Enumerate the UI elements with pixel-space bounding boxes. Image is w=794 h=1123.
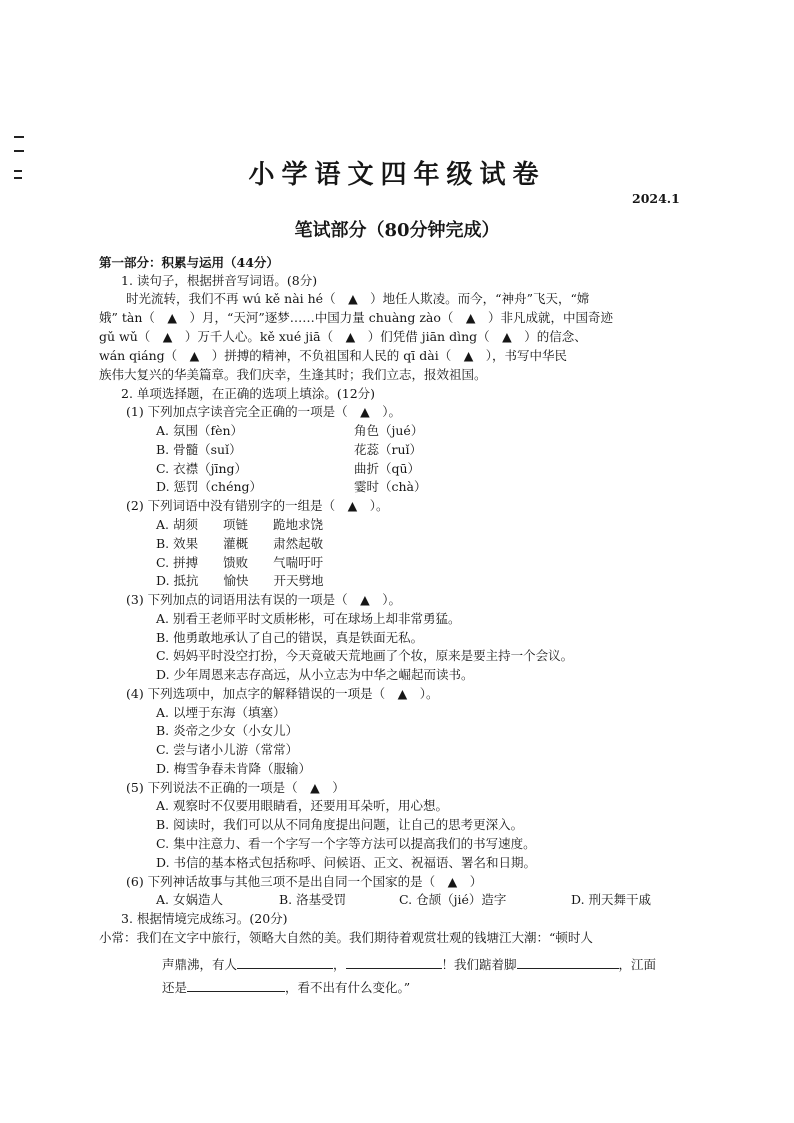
option-c[interactable]: C. 尝与诸小儿游（常常）	[156, 742, 299, 757]
option-a[interactable]: A. 女娲造人	[156, 892, 223, 907]
option-c-second-word: 曲折（qū）	[354, 461, 421, 476]
option-d[interactable]: D. 书信的基本格式包括称呼、问候语、正文、祝福语、署名和日期。	[156, 855, 537, 870]
question-1-passage-line: wán qiáng（ ▲ ）拼搏的精神，不负祖国和人民的 qī dài（ ▲ ），书写中华民	[99, 348, 568, 363]
question-1-passage-line: 族伟大复兴的华美篇章。我们庆幸，生逢其时；我们立志，报效祖国。	[99, 367, 487, 382]
option-b[interactable]: B. 效果 灌概 肃然起敬	[156, 536, 324, 551]
option-b[interactable]: B. 洛基受罚	[279, 892, 347, 907]
question-3-prompt: 3. 根据情境完成练习。(20分)	[121, 911, 288, 926]
option-a[interactable]: A. 以堙于东海（填塞）	[156, 705, 286, 720]
option-a[interactable]: A. 氛围（fèn）	[156, 423, 244, 438]
answer-blank[interactable]	[346, 953, 442, 969]
option-d[interactable]: D. 梅雪争春未肯降（服输）	[156, 761, 312, 776]
option-d-second-word: 霎时（chà）	[354, 479, 427, 494]
question-3-passage-line: 小常：我们在文字中旅行，领略大自然的美。我们期待着观赏壮观的钱塘江大潮：“顿时人	[99, 930, 593, 945]
option-b[interactable]: B. 阅读时，我们可以从不同角度提出问题，让自己的思考更深入。	[156, 817, 524, 832]
option-a[interactable]: A. 胡须 项链 跪地求饶	[156, 517, 323, 532]
question-2-4-stem: (4) 下列选项中，加点字的解释错误的一项是（ ▲ ）。	[126, 686, 439, 701]
question-2-3-stem: (3) 下列加点的词语用法有误的一项是（ ▲ ）。	[126, 592, 402, 607]
page-subtitle: 笔试部分（80分钟完成）	[294, 220, 500, 241]
option-c[interactable]: C. 仓颉（jié）造字	[399, 892, 507, 907]
page-title: 小学语文四年级试卷	[248, 160, 546, 190]
option-c[interactable]: C. 妈妈平时没空打扮，今天竟破天荒地画了个妆，原来是要主持一个会议。	[156, 648, 574, 663]
answer-blank[interactable]	[187, 976, 285, 992]
option-b[interactable]: B. 骨髓（suǐ）	[156, 442, 242, 457]
option-b[interactable]: B. 他勇敢地承认了自己的错误，真是铁面无私。	[156, 630, 424, 645]
option-c[interactable]: C. 集中注意力、看一个字写一个字等方法可以提高我们的书写速度。	[156, 836, 536, 851]
margin-mark	[14, 136, 24, 138]
exam-date: 2024.1	[632, 191, 680, 206]
question-1-passage-line: 时光流转，我们不再 wú kě nài hé（ ▲ ）地任人欺凌。而今，“神舟”飞天，“嫦	[126, 291, 590, 306]
option-b-second-word: 花蕊（ruǐ）	[354, 442, 423, 457]
section-heading: 第一部分：积累与运用（44分）	[99, 255, 279, 270]
option-c[interactable]: C. 衣襟（jīng）	[156, 461, 247, 476]
question-3-passage-line: 声鼎沸，有人 ， ！我们踮着脚 ，江面	[162, 953, 656, 974]
question-1-prompt: 1. 读句子，根据拼音写词语。(8分)	[121, 273, 318, 288]
option-b[interactable]: B. 炎帝之少女（小女儿）	[156, 723, 299, 738]
question-2-6-stem: (6) 下列神话故事与其他三项不是出自同一个国家的是（ ▲ ）	[126, 874, 483, 889]
question-2-prompt: 2. 单项选择题，在正确的选项上填涂。(12分)	[121, 386, 376, 401]
option-a[interactable]: A. 观察时不仅要用眼睛看，还要用耳朵听，用心想。	[156, 798, 448, 813]
answer-blank[interactable]	[237, 953, 333, 969]
answer-blank[interactable]	[517, 953, 619, 969]
option-a-second-word: 角色（jué）	[354, 423, 424, 438]
option-a[interactable]: A. 别看王老师平时文质彬彬，可在球场上却非常勇猛。	[156, 611, 461, 626]
question-1-passage-line: gǔ wǔ（ ▲ ）万千人心。kě xué jiā（ ▲ ）们凭借 jiān dìng（ ▲ ）的信念、	[99, 329, 587, 344]
question-3-passage-line: 还是 ，看不出有什么变化。”	[162, 976, 410, 997]
option-d[interactable]: D. 惩罚（chéng）	[156, 479, 263, 494]
question-1-passage-line: 娥” tàn（ ▲ ）月，“天河”逐梦……中国力量 chuàng zào（ ▲ ）非凡成就，中国奇迹	[99, 310, 614, 325]
option-c[interactable]: C. 拼搏 馈败 气喘吁吁	[156, 555, 324, 570]
option-d[interactable]: D. 刑天舞干戚	[571, 892, 652, 907]
option-d[interactable]: D. 抵抗 愉快 开天劈地	[156, 573, 324, 588]
question-2-1-stem: (1) 下列加点字读音完全正确的一项是（ ▲ ）。	[126, 404, 402, 419]
margin-mark	[14, 150, 24, 152]
option-d[interactable]: D. 少年周恩来志存高远，从小立志为中华之崛起而读书。	[156, 667, 474, 682]
question-2-2-stem: (2) 下列词语中没有错别字的一组是（ ▲ ）。	[126, 498, 389, 513]
question-2-5-stem: (5) 下列说法不正确的一项是（ ▲ ）	[126, 780, 345, 795]
